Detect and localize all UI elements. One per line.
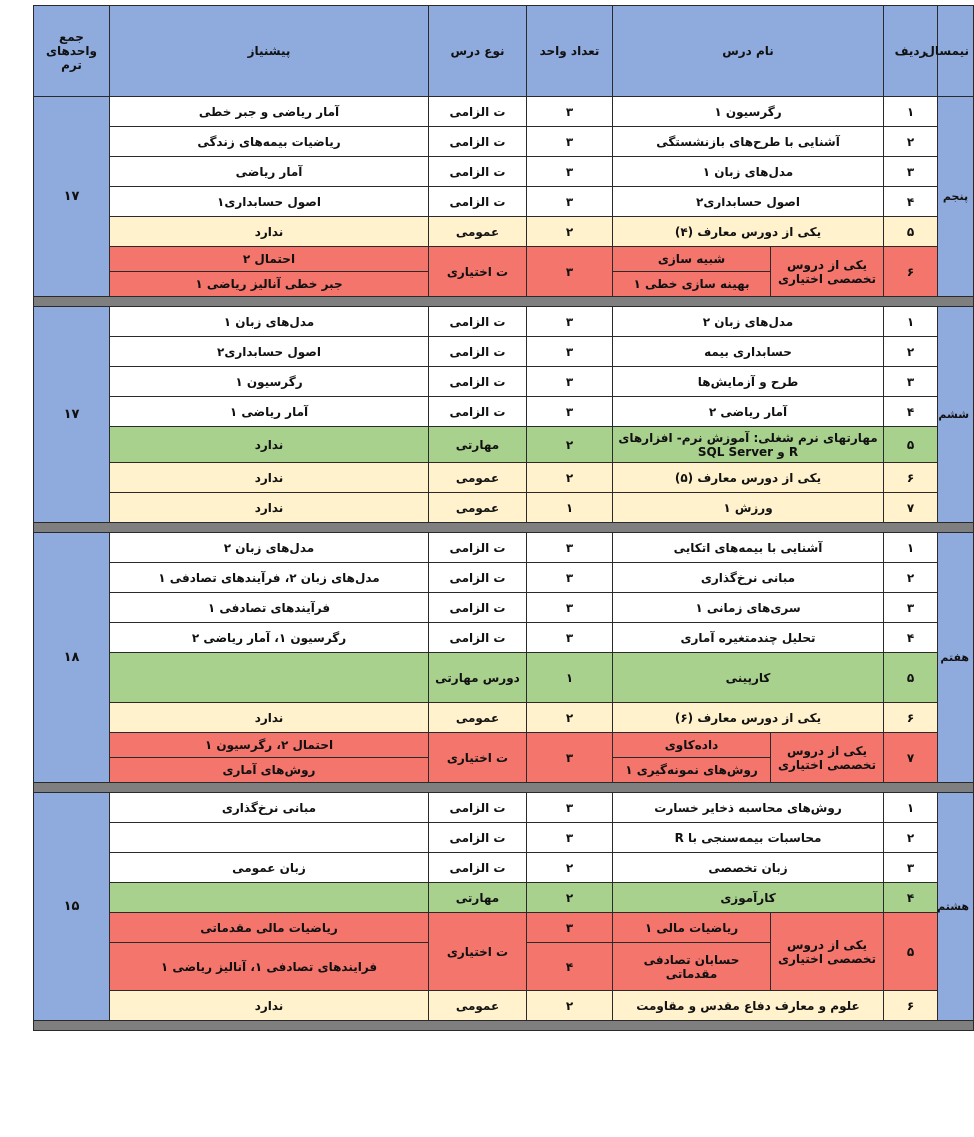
row-number: ۷ [884,493,938,523]
course-name: کارآموزی [613,883,884,913]
row-number: ۶ [884,463,938,493]
course-type: مهارتی [429,883,527,913]
table-row [34,653,974,703]
course-prerequisite: مدل‌های زبان ۲، فرآیندهای تصادفی ۱ [110,563,429,593]
course-type: ت الزامی [429,127,527,157]
course-name: سری‌های زمانی ۱ [613,593,884,623]
table-row [34,463,974,493]
elective-option-name: ریاضیات مالی ۱ [613,913,771,943]
course-prerequisite [110,883,429,913]
course-name: حسابداری بیمه [613,337,884,367]
semester-label: هفتم [938,533,974,783]
row-number: ۱ [884,97,938,127]
course-prerequisite: مدل‌های زبان ۱ [110,307,429,337]
course-name: طرح و آزمایش‌ها [613,367,884,397]
table-row [34,823,974,853]
course-type: ت اختیاری [429,733,527,783]
table-row [34,593,974,623]
course-type: عمومی [429,463,527,493]
divider-cell [34,297,974,307]
course-prerequisite: فرایندهای تصادفی ۱، آنالیز ریاضی ۱ [110,943,429,991]
elective-group-label: یکی از دروس تخصصی اختیاری [771,733,884,783]
course-units: ۱ [527,493,613,523]
table-row [34,97,974,127]
section-divider [34,1021,974,1031]
section-divider [34,783,974,793]
course-type: ت الزامی [429,187,527,217]
row-number: ۵ [884,217,938,247]
course-prerequisite: مدل‌های زبان ۲ [110,533,429,563]
row-number: ۷ [884,733,938,783]
elective-option-name: داده‌کاوی [613,733,771,758]
header-course-type: نوع درس [429,6,527,97]
row-number: ۴ [884,623,938,653]
course-type: ت الزامی [429,157,527,187]
course-units: ۳ [527,397,613,427]
course-prerequisite: ریاضیات بیمه‌های زندگی [110,127,429,157]
header-prerequisite: پیشنیاز [110,6,429,97]
course-prerequisite: رگرسیون ۱، آمار ریاضی ۲ [110,623,429,653]
course-units: ۳ [527,593,613,623]
table-row [34,991,974,1021]
course-name: آشنایی با طرح‌های بازنشستگی [613,127,884,157]
course-prerequisite: ندارد [110,463,429,493]
table-row [34,563,974,593]
course-type: عمومی [429,217,527,247]
course-prerequisite: ریاضیات مالی مقدماتی [110,913,429,943]
table-row [34,703,974,733]
course-units: ۲ [527,217,613,247]
table-row [34,217,974,247]
course-type: دورس مهارتی [429,653,527,703]
course-prerequisite [110,653,429,703]
course-name: تحلیل چندمتغیره آماری [613,623,884,653]
course-prerequisite: اصول حسابداری۱ [110,187,429,217]
semester-label: هشتم [938,793,974,1021]
row-number: ۳ [884,367,938,397]
course-name: روش‌های محاسبه ذخایر خسارت [613,793,884,823]
section-divider [34,523,974,533]
row-number: ۲ [884,337,938,367]
elective-group-label: یکی از دروس تخصصی اختیاری [771,247,884,297]
course-units: ۲ [527,853,613,883]
row-number: ۴ [884,187,938,217]
course-units: ۳ [527,97,613,127]
course-type: عمومی [429,493,527,523]
course-units: ۳ [527,247,613,297]
course-name: مهارتهای نرم شغلی: آموزش نرم- افزارهای R و SQL Server [613,427,884,463]
course-type: ت الزامی [429,593,527,623]
curriculum-table [33,5,974,1031]
row-number: ۵ [884,427,938,463]
header-total-units: جمع واحدهای ترم [34,6,110,97]
course-units: ۲ [527,427,613,463]
course-prerequisite [110,823,429,853]
table-row [34,533,974,563]
course-name: علوم و معارف دفاع مقدس و مقاومت [613,991,884,1021]
course-type: ت الزامی [429,367,527,397]
semester-label: پنجم [938,97,974,297]
semester-label: ششم [938,307,974,523]
elective-option-name: شبیه سازی [613,247,771,272]
elective-group-label: یکی از دروس تخصصی اختیاری [771,913,884,991]
curriculum-table-wrapper [33,5,973,1031]
table-row [34,157,974,187]
course-prerequisite: آمار ریاضی [110,157,429,187]
course-units: ۲ [527,463,613,493]
section-divider [34,297,974,307]
header-course-name: نام درس [613,6,884,97]
table-row [34,307,974,337]
course-prerequisite: ندارد [110,493,429,523]
course-prerequisite: ندارد [110,991,429,1021]
course-type: مهارتی [429,427,527,463]
row-number: ۳ [884,593,938,623]
course-units: ۲ [527,703,613,733]
table-row [34,397,974,427]
course-units: ۱ [527,653,613,703]
elective-option-name: روش‌های نمونه‌گیری ۱ [613,758,771,783]
table-row [34,883,974,913]
course-name: آشنایی با بیمه‌های اتکایی [613,533,884,563]
course-units: ۳ [527,533,613,563]
divider-cell [34,1021,974,1031]
elective-option-name: حسابان تصادفی مقدماتی [613,943,771,991]
course-prerequisite: اصول حسابداری۲ [110,337,429,367]
course-type: ت الزامی [429,623,527,653]
course-type: ت الزامی [429,397,527,427]
course-prerequisite: جبر خطی آنالیز ریاضی ۱ [110,272,429,297]
course-type: ت الزامی [429,793,527,823]
course-name: یکی از دورس معارف (۵) [613,463,884,493]
course-type: ت الزامی [429,853,527,883]
row-number: ۵ [884,653,938,703]
table-row [34,733,974,758]
course-units: ۳ [527,733,613,783]
course-type: عمومی [429,703,527,733]
header-units: تعداد واحد [527,6,613,97]
course-units: ۳ [527,913,613,943]
row-number: ۲ [884,823,938,853]
course-name: یکی از دورس معارف (۶) [613,703,884,733]
course-prerequisite: احتمال ۲ [110,247,429,272]
course-name: مدل‌های زبان ۱ [613,157,884,187]
table-row [34,793,974,823]
header-row [34,6,974,97]
course-name: یکی از دورس معارف (۴) [613,217,884,247]
course-type: ت الزامی [429,337,527,367]
course-prerequisite: مبانی نرخ‌گذاری [110,793,429,823]
table-row [34,367,974,397]
course-prerequisite: احتمال ۲، رگرسیون ۱ [110,733,429,758]
row-number: ۲ [884,127,938,157]
course-units: ۲ [527,883,613,913]
course-units: ۳ [527,337,613,367]
course-prerequisite: زبان عمومی [110,853,429,883]
table-row [34,127,974,157]
row-number: ۳ [884,853,938,883]
course-units: ۳ [527,187,613,217]
course-name: محاسبات بیمه‌سنجی با R [613,823,884,853]
row-number: ۱ [884,793,938,823]
course-units: ۴ [527,943,613,991]
course-units: ۲ [527,991,613,1021]
course-type: ت الزامی [429,823,527,853]
table-row [34,247,974,272]
table-row [34,623,974,653]
course-prerequisite: آمار ریاضی ۱ [110,397,429,427]
table-row [34,187,974,217]
table-row [34,853,974,883]
course-prerequisite: ندارد [110,217,429,247]
row-number: ۶ [884,247,938,297]
header-row-number: ردیف [884,6,938,97]
course-prerequisite: آمار ریاضی و جبر خطی [110,97,429,127]
row-number: ۳ [884,157,938,187]
course-prerequisite: رگرسیون ۱ [110,367,429,397]
course-prerequisite: روش‌های آماری [110,758,429,783]
row-number: ۵ [884,913,938,991]
semester-total: ۱۷ [34,307,110,523]
course-name: رگرسیون ۱ [613,97,884,127]
course-name: زبان تخصصی [613,853,884,883]
course-type: عمومی [429,991,527,1021]
course-prerequisite: فرآیندهای تصادفی ۱ [110,593,429,623]
course-type: ت الزامی [429,307,527,337]
course-name: کارپینی [613,653,884,703]
course-units: ۳ [527,127,613,157]
course-type: ت الزامی [429,97,527,127]
divider-cell [34,523,974,533]
course-units: ۳ [527,367,613,397]
course-type: ت الزامی [429,533,527,563]
elective-option-name: بهینه سازی خطی ۱ [613,272,771,297]
row-number: ۶ [884,991,938,1021]
row-number: ۱ [884,533,938,563]
header-semester: نیمسال [938,6,974,97]
row-number: ۴ [884,397,938,427]
course-name: مدل‌های زبان ۲ [613,307,884,337]
course-name: مبانی نرخ‌گذاری [613,563,884,593]
semester-total: ۱۸ [34,533,110,783]
table-row [34,337,974,367]
row-number: ۶ [884,703,938,733]
course-type: ت اختیاری [429,247,527,297]
course-prerequisite: ندارد [110,703,429,733]
course-type: ت اختیاری [429,913,527,991]
row-number: ۲ [884,563,938,593]
course-units: ۳ [527,563,613,593]
table-row [34,913,974,943]
course-prerequisite: ندارد [110,427,429,463]
course-name: آمار ریاضی ۲ [613,397,884,427]
semester-total: ۱۷ [34,97,110,297]
table-row [34,427,974,463]
course-units: ۳ [527,793,613,823]
course-name: ورزش ۱ [613,493,884,523]
course-units: ۳ [527,823,613,853]
row-number: ۴ [884,883,938,913]
course-name: اصول حسابداری۲ [613,187,884,217]
row-number: ۱ [884,307,938,337]
course-units: ۳ [527,157,613,187]
course-units: ۳ [527,623,613,653]
table-row [34,493,974,523]
course-type: ت الزامی [429,563,527,593]
course-units: ۳ [527,307,613,337]
semester-total: ۱۵ [34,793,110,1021]
divider-cell [34,783,974,793]
